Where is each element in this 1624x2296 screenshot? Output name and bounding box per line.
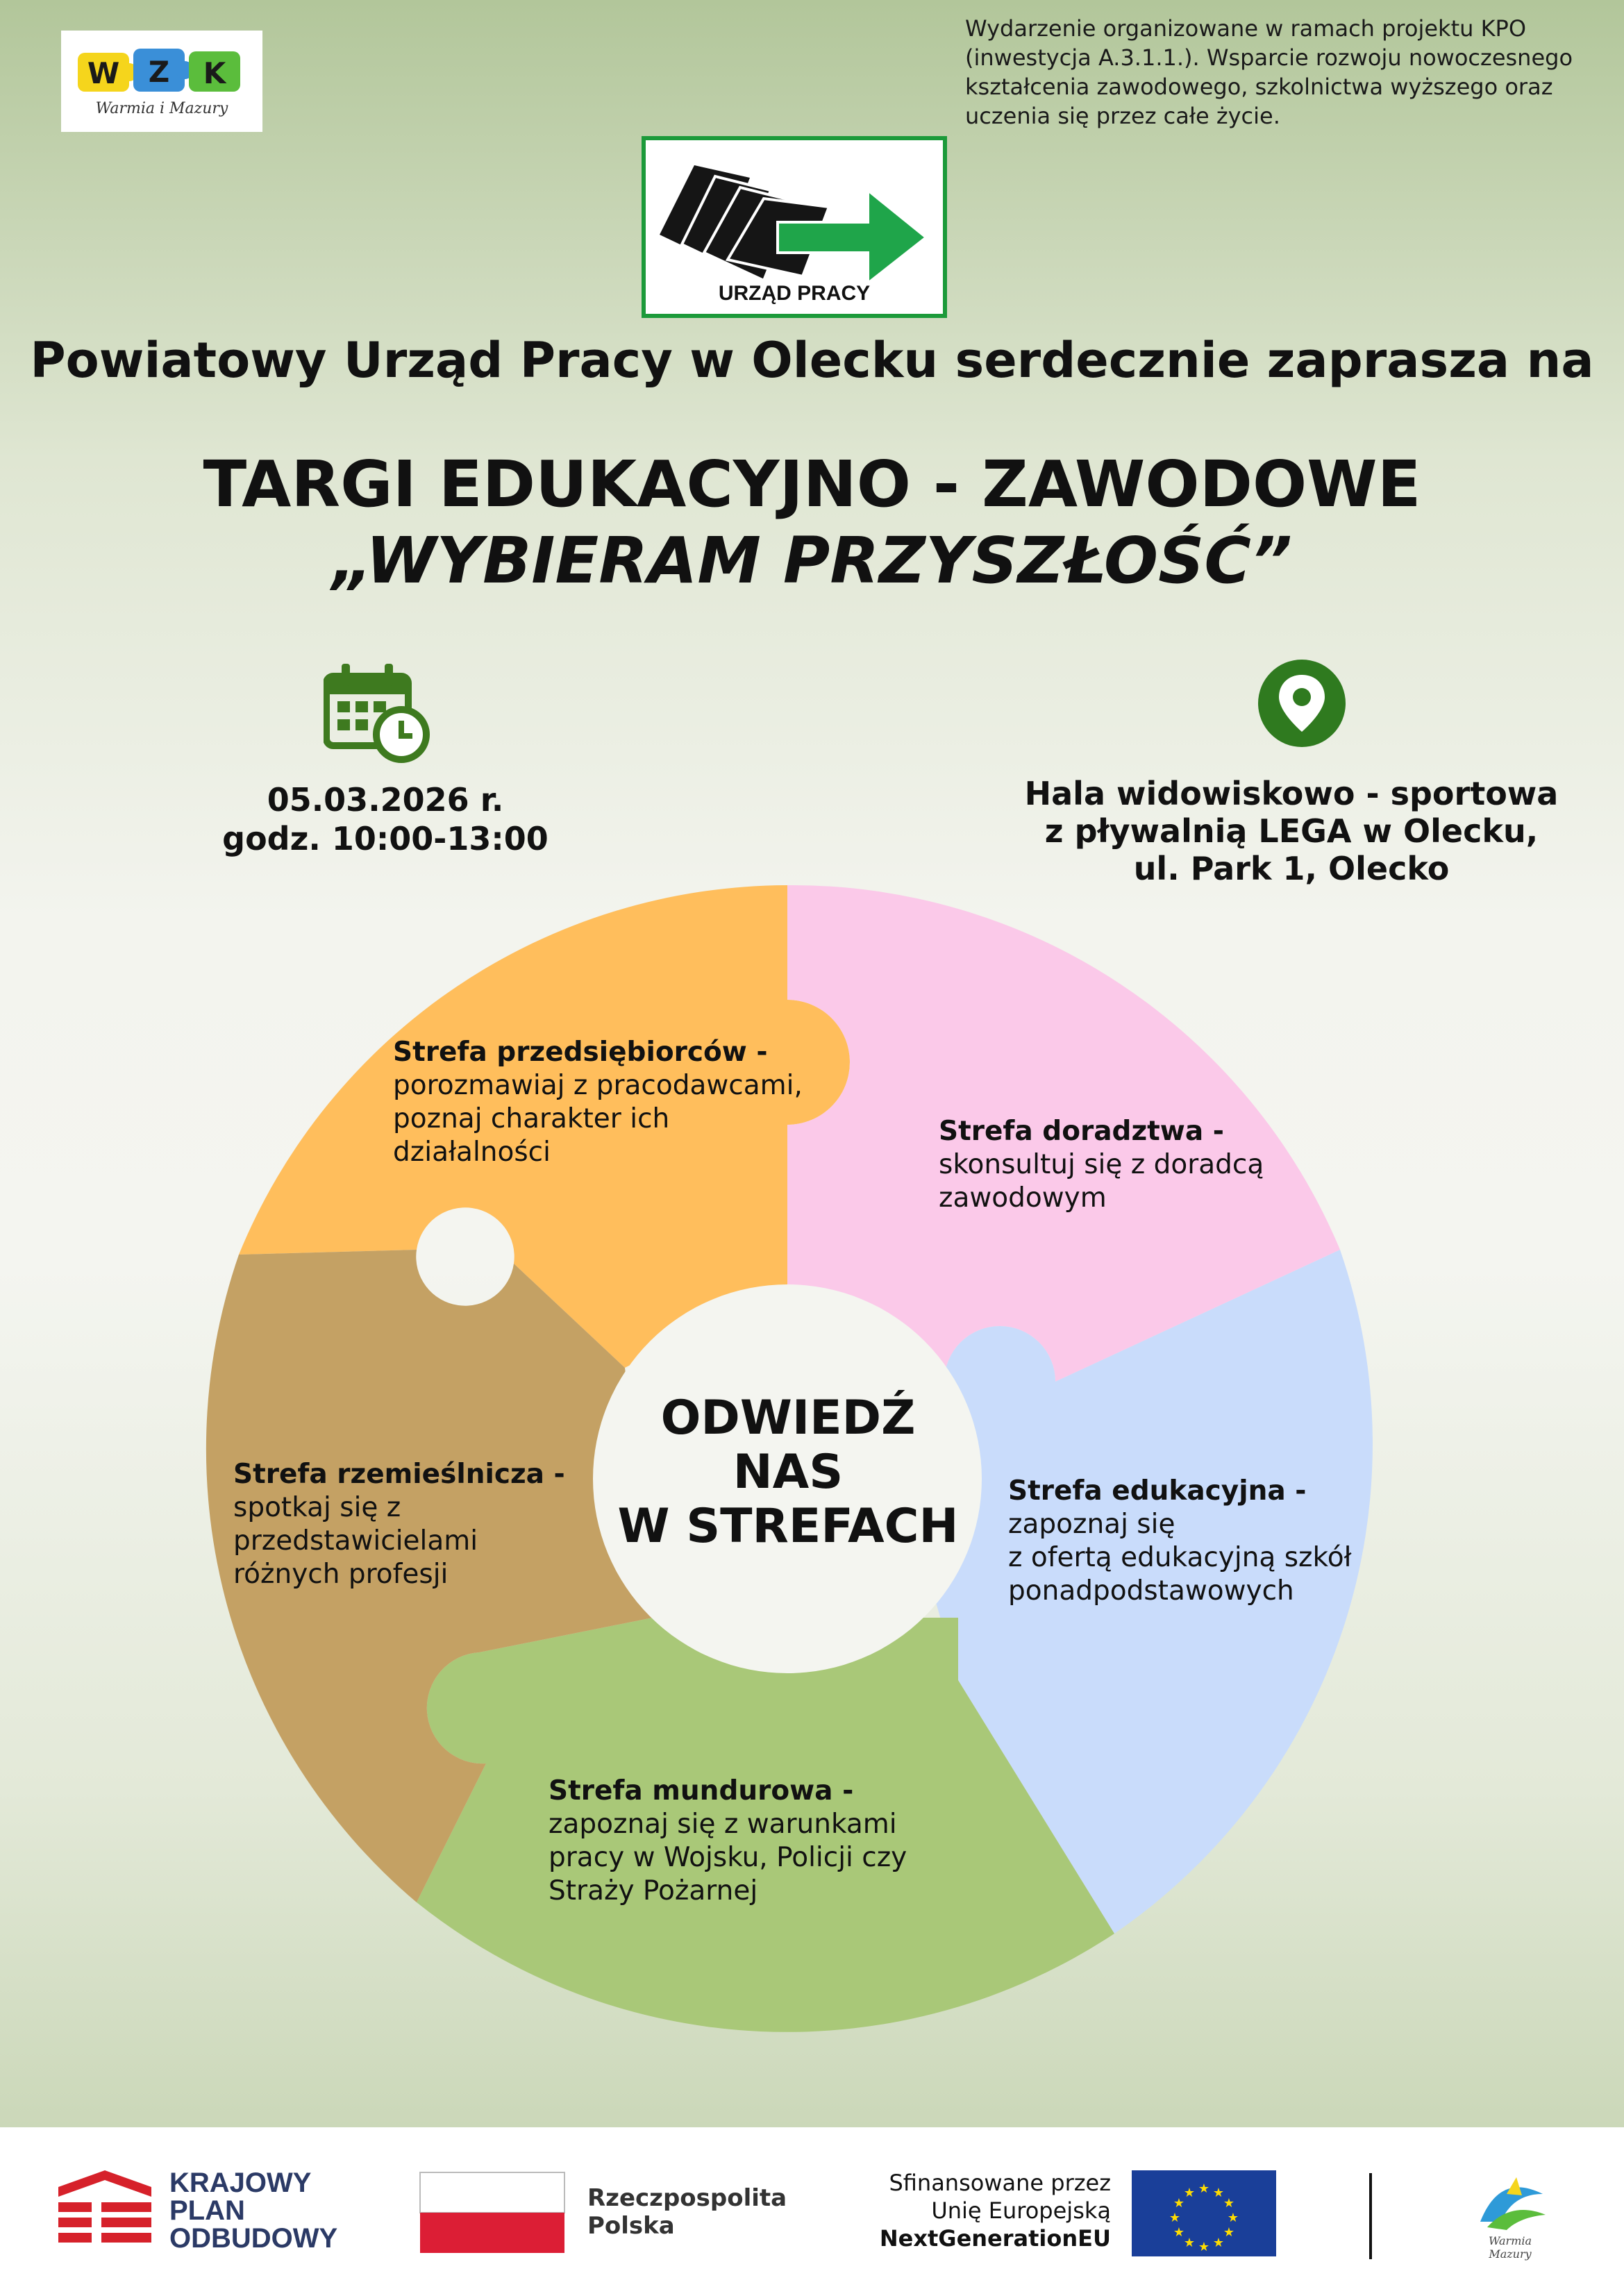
kpo-line-1: KRAJOWY	[169, 2168, 312, 2198]
kpo-logo-text	[169, 2169, 337, 2252]
center-line-1: ODWIEDŹ	[660, 1391, 916, 1446]
zone-crafts-line-3: różnych profesji	[233, 1559, 449, 1590]
invitation-line: Powiatowy Urząd Pracy w Olecku serdecznie zaprasza na	[30, 332, 1594, 389]
eu-line-1: Sfinansowane przez	[889, 2170, 1111, 2196]
event-time: godz. 10:00-13:00	[222, 820, 549, 857]
kpo-logo-icon	[58, 2170, 151, 2254]
zone-uniformed-line-1: zapoznaj się z warunkami	[549, 1809, 897, 1840]
svg-text:★: ★	[1227, 2211, 1239, 2225]
center-label	[614, 1391, 962, 1554]
kpo-line-2: PLAN	[169, 2195, 245, 2226]
event-title: TARGI EDUKACYJNO - ZAWODOWE	[203, 447, 1421, 521]
svg-text:★: ★	[1212, 2236, 1225, 2250]
zone-education-line-1: zapoznaj się	[1008, 1509, 1175, 1540]
svg-text:★: ★	[1173, 2225, 1185, 2240]
zone-crafts-line-2: przedstawicielami	[233, 1525, 478, 1557]
zone-entrepreneurs-text	[393, 1036, 823, 1169]
zone-advisory-line-1: skonsultuj się z doradcą	[939, 1149, 1264, 1180]
zone-advisory-title: Strefa doradztwa -	[939, 1116, 1224, 1147]
eu-flag-icon	[1132, 2170, 1276, 2256]
center-line-2: NAS	[733, 1445, 844, 1500]
eu-line-3: NextGenerationEU	[879, 2225, 1111, 2252]
funding-footer	[0, 2127, 1624, 2296]
zone-entrepreneurs-line-1: porozmawiaj z pracodawcami,	[393, 1070, 803, 1101]
svg-text:★: ★	[1169, 2211, 1181, 2225]
footer-divider	[1369, 2173, 1372, 2259]
event-date: 05.03.2026 r.	[267, 781, 504, 819]
zone-uniformed-line-2: pracy w Wojsku, Policji czy	[549, 1842, 907, 1873]
zone-advisory-text	[939, 1115, 1328, 1215]
rp-line-1: Rzeczpospolita	[587, 2184, 787, 2212]
wzk-letter-z: Z	[148, 55, 170, 89]
wzk-letter-k: K	[203, 56, 226, 90]
zone-crafts-title: Strefa rzemieślnicza -	[233, 1459, 565, 1490]
svg-text:★: ★	[1198, 2181, 1210, 2196]
zone-uniformed-text	[549, 1775, 979, 1908]
svg-text:★: ★	[1173, 2196, 1185, 2211]
zone-education-line-3: ponadpodstawowych	[1008, 1575, 1294, 1607]
zone-uniformed-title: Strefa mundurowa -	[549, 1775, 854, 1807]
place-line-1: Hala widowiskowo - sportowa	[1024, 775, 1559, 812]
svg-text:★: ★	[1183, 2236, 1196, 2250]
eu-funding-text	[826, 2169, 1111, 2252]
svg-text:★: ★	[1223, 2196, 1235, 2211]
rp-line-2: Polska	[587, 2212, 675, 2240]
project-note: Wydarzenie organizowane w ramach projektu KPO (inwestycja A.3.1.1.). Wsparcie rozwoju nowoczesnego kształcenia zawodowego, szkolnictwa wyższego oraz uczenia się przez całe życie.	[965, 15, 1573, 129]
warmia-mazury-logo-icon	[1473, 2173, 1550, 2236]
kpo-line-3: ODBUDOWY	[169, 2223, 338, 2254]
svg-text:★: ★	[1223, 2225, 1235, 2240]
event-motto: „WYBIERAM PRZYSZŁOŚĆ”	[331, 523, 1293, 598]
zone-crafts-line-1: spotkaj się z	[233, 1492, 401, 1523]
zone-education-line-2: z ofertą edukacyjną szkół	[1008, 1542, 1352, 1573]
zone-entrepreneurs-line-3: działalności	[393, 1137, 551, 1168]
wzk-subtitle: Warmia i Mazury	[95, 100, 228, 117]
svg-text:★: ★	[1198, 2240, 1210, 2254]
zone-uniformed-line-3: Straży Pożarnej	[549, 1875, 758, 1907]
urzad-pracy-label: URZĄD PRACY	[718, 282, 871, 305]
warmia-mazury-logo-text: Warmia Mazury	[1488, 2234, 1532, 2261]
zone-crafts-text	[233, 1458, 594, 1591]
wzk-letter-w: W	[87, 56, 120, 90]
zone-education-text	[1008, 1475, 1397, 1608]
svg-text:★: ★	[1183, 2186, 1196, 2200]
zone-entrepreneurs-title: Strefa przedsiębiorców -	[393, 1037, 768, 1068]
center-line-3: W STREFACH	[617, 1499, 959, 1554]
rp-logo-text	[587, 2184, 787, 2240]
zone-education-title: Strefa edukacyjna -	[1008, 1475, 1307, 1507]
place-line-3: ul. Park 1, Olecko	[1133, 850, 1450, 887]
place-line-2: z pływalnią LEGA w Olecku,	[1044, 812, 1539, 850]
zone-advisory-line-2: zawodowym	[939, 1182, 1107, 1214]
zone-entrepreneurs-line-2: poznaj charakter ich	[393, 1103, 670, 1134]
polish-flag-icon	[419, 2172, 565, 2254]
eu-line-2: Unię Europejską	[931, 2197, 1111, 2224]
svg-text:★: ★	[1212, 2186, 1225, 2200]
